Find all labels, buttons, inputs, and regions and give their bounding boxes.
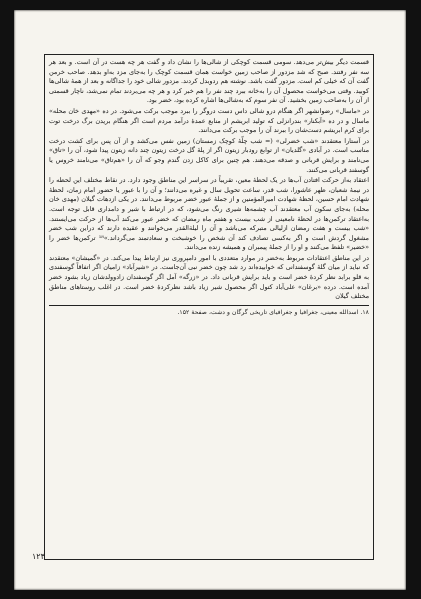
text-frame — [44, 54, 374, 560]
paragraph-3: در آستارا معتقدند «شب خضرلی» (= شب چلّهٔ کوچک زمستان) زمین نفس می‌کشد و از آن پس برای کشت درخت مناسب است. در آبادی «گلدیان» از توابع رودبار زیتون اگر از پلهٔ گل درخت زیتون چند دانه زیتون پیدا شود، آن را «تاق» می‌نامند و برایش قربانی و صدقه می‌دهند. هم چنین برای کاکل زدن گندم وجو که آن را «هم‌تاق» می‌نامند خروس یا گوسفند قربانی می‌کنند. — [49, 136, 369, 174]
paragraph-2: در «ماسال» رضوانشهر اگر هنگام درو شالی داس دست درو‌گر را ببرد موجب برکت می‌شود. در ده «مهدی خان محله» ماسال و در ده «آبکنار» بندرانزلی که تولید ابریشم از منابع عمدهٔ درآمد مردم است اگر هنگام بریدن برگ درخت توت برای کرم ابریشم دست‌شان را ببرند آن را موجب برکت می‌دانند. — [49, 106, 369, 135]
paragraph-4: اعتقاد به‌از حرکت افتادن آب‌ها در یک لحظهٔ معین، تقریباً در سراسر این مناطق وجود دارد. در نقاط مختلف این لحظه را در نیمهٔ شعبان، ظهر عاشورا، شب قدر، ساعت تحویل سال و غیره می‌دانند؛ و آن را با عبور یا حضور امام زمان، لحظهٔ شهادت امام حسین، لحظهٔ شهادت امیرالمؤمنین و از جملهٔ عبور خضر مربوط می‌دانند. در یکی ازدهات گیلان (مهدی خان محله) به‌جای سکون آب معتقدند آب چشمه‌ها شیری رنگ می‌شود، که در ارتباط با شیر و دامداری قابل توجه است. به‌اعتقاد ترکمن‌ها در لحظهٔ نامعینی از شب بیست و هفتم ماه رمضان که خضر عبور می‌کند آب‌ها از حرکت می‌ایستند. «شب بیست و هفت رمضان ازلیالی متبرکه می‌باشد و آن را لیلة‌القدر می‌خوانند و عقیده دارند که دراین شب خضر مشغول گردش است و اگر به‌کسی تصادف کند آن شخص را خوشبخت و سعادتمند می‌گرداند.»¹⁸ ترکمن‌ها خضر را «خضیر» تلفظ می‌کنند و او را از جملهٔ پیمبران و همیشه زنده می‌دانند. — [49, 176, 369, 252]
page-number: ۱۲۴ — [32, 552, 45, 561]
footnote: ۱۸. اسدالله معینی، جغرافیا و جغرافیای تاریخی گرگان و دشت، صفحهٔ ۱۵۲. — [177, 308, 369, 316]
paragraph-5: در این مناطق اعتقادات مربوط به‌خضر در موارد متعددی با امور دامپروری نیز ارتباط پیدا می‌کند. در «گمیشان» معتقدند که نباید از میان گلهٔ گوسفندانی که خوابیده‌اند رد شد چون خضر نبی آن‌جاست. در «شیرآباد» زامیان اگر اتفاقاً گوسفندی به‌ قلو برابد نظر کردهٔ خضر است و باید برایش قربانی داد. در «زرگه» آمل اگر گوسفندان زادوولدشان زیاد بشود خضر آمده است. درده «برغان» علی‌آباد کتول اگر محصول شیر زیاد باشد نظرکردهٔ خضر است. در اغلب روستاهای مناطق مختلف گیلان — [49, 253, 369, 301]
paragraph-1: قسمت دیگر بیش‌تر می‌دهد. سومی قسمت کوچکی از شالی‌ها را نشان داد و گفت هر چه هست در آن است. و بعد هر سه نفر رفتند. صبح که شد مزدور از صاحب زمین خواست همان قسمت کوچک را به‌جای مزد به‌او بدهد. صاحب خرمن گفت آن که خیلی کم است. مزدور گفت باشد. نوشته هم رد‌وبدل کردند. مزدور شالی خود را جداگانه و بعد از همهٔ شالی‌ها کوبید. وقتی می‌خواست محصول آن را به‌خانه ببرد چند نفر را هم خبر کرد و هر چه می‌بردند تمام نمی‌شد، ناچار قسمتی از آن را به‌صاحب زمین بخشید. آن نفر سوم که به‌شالی‌ها اشاره کرده بود، خضر بود. — [49, 58, 369, 105]
footnote-divider — [49, 305, 369, 306]
book-page — [14, 10, 406, 590]
